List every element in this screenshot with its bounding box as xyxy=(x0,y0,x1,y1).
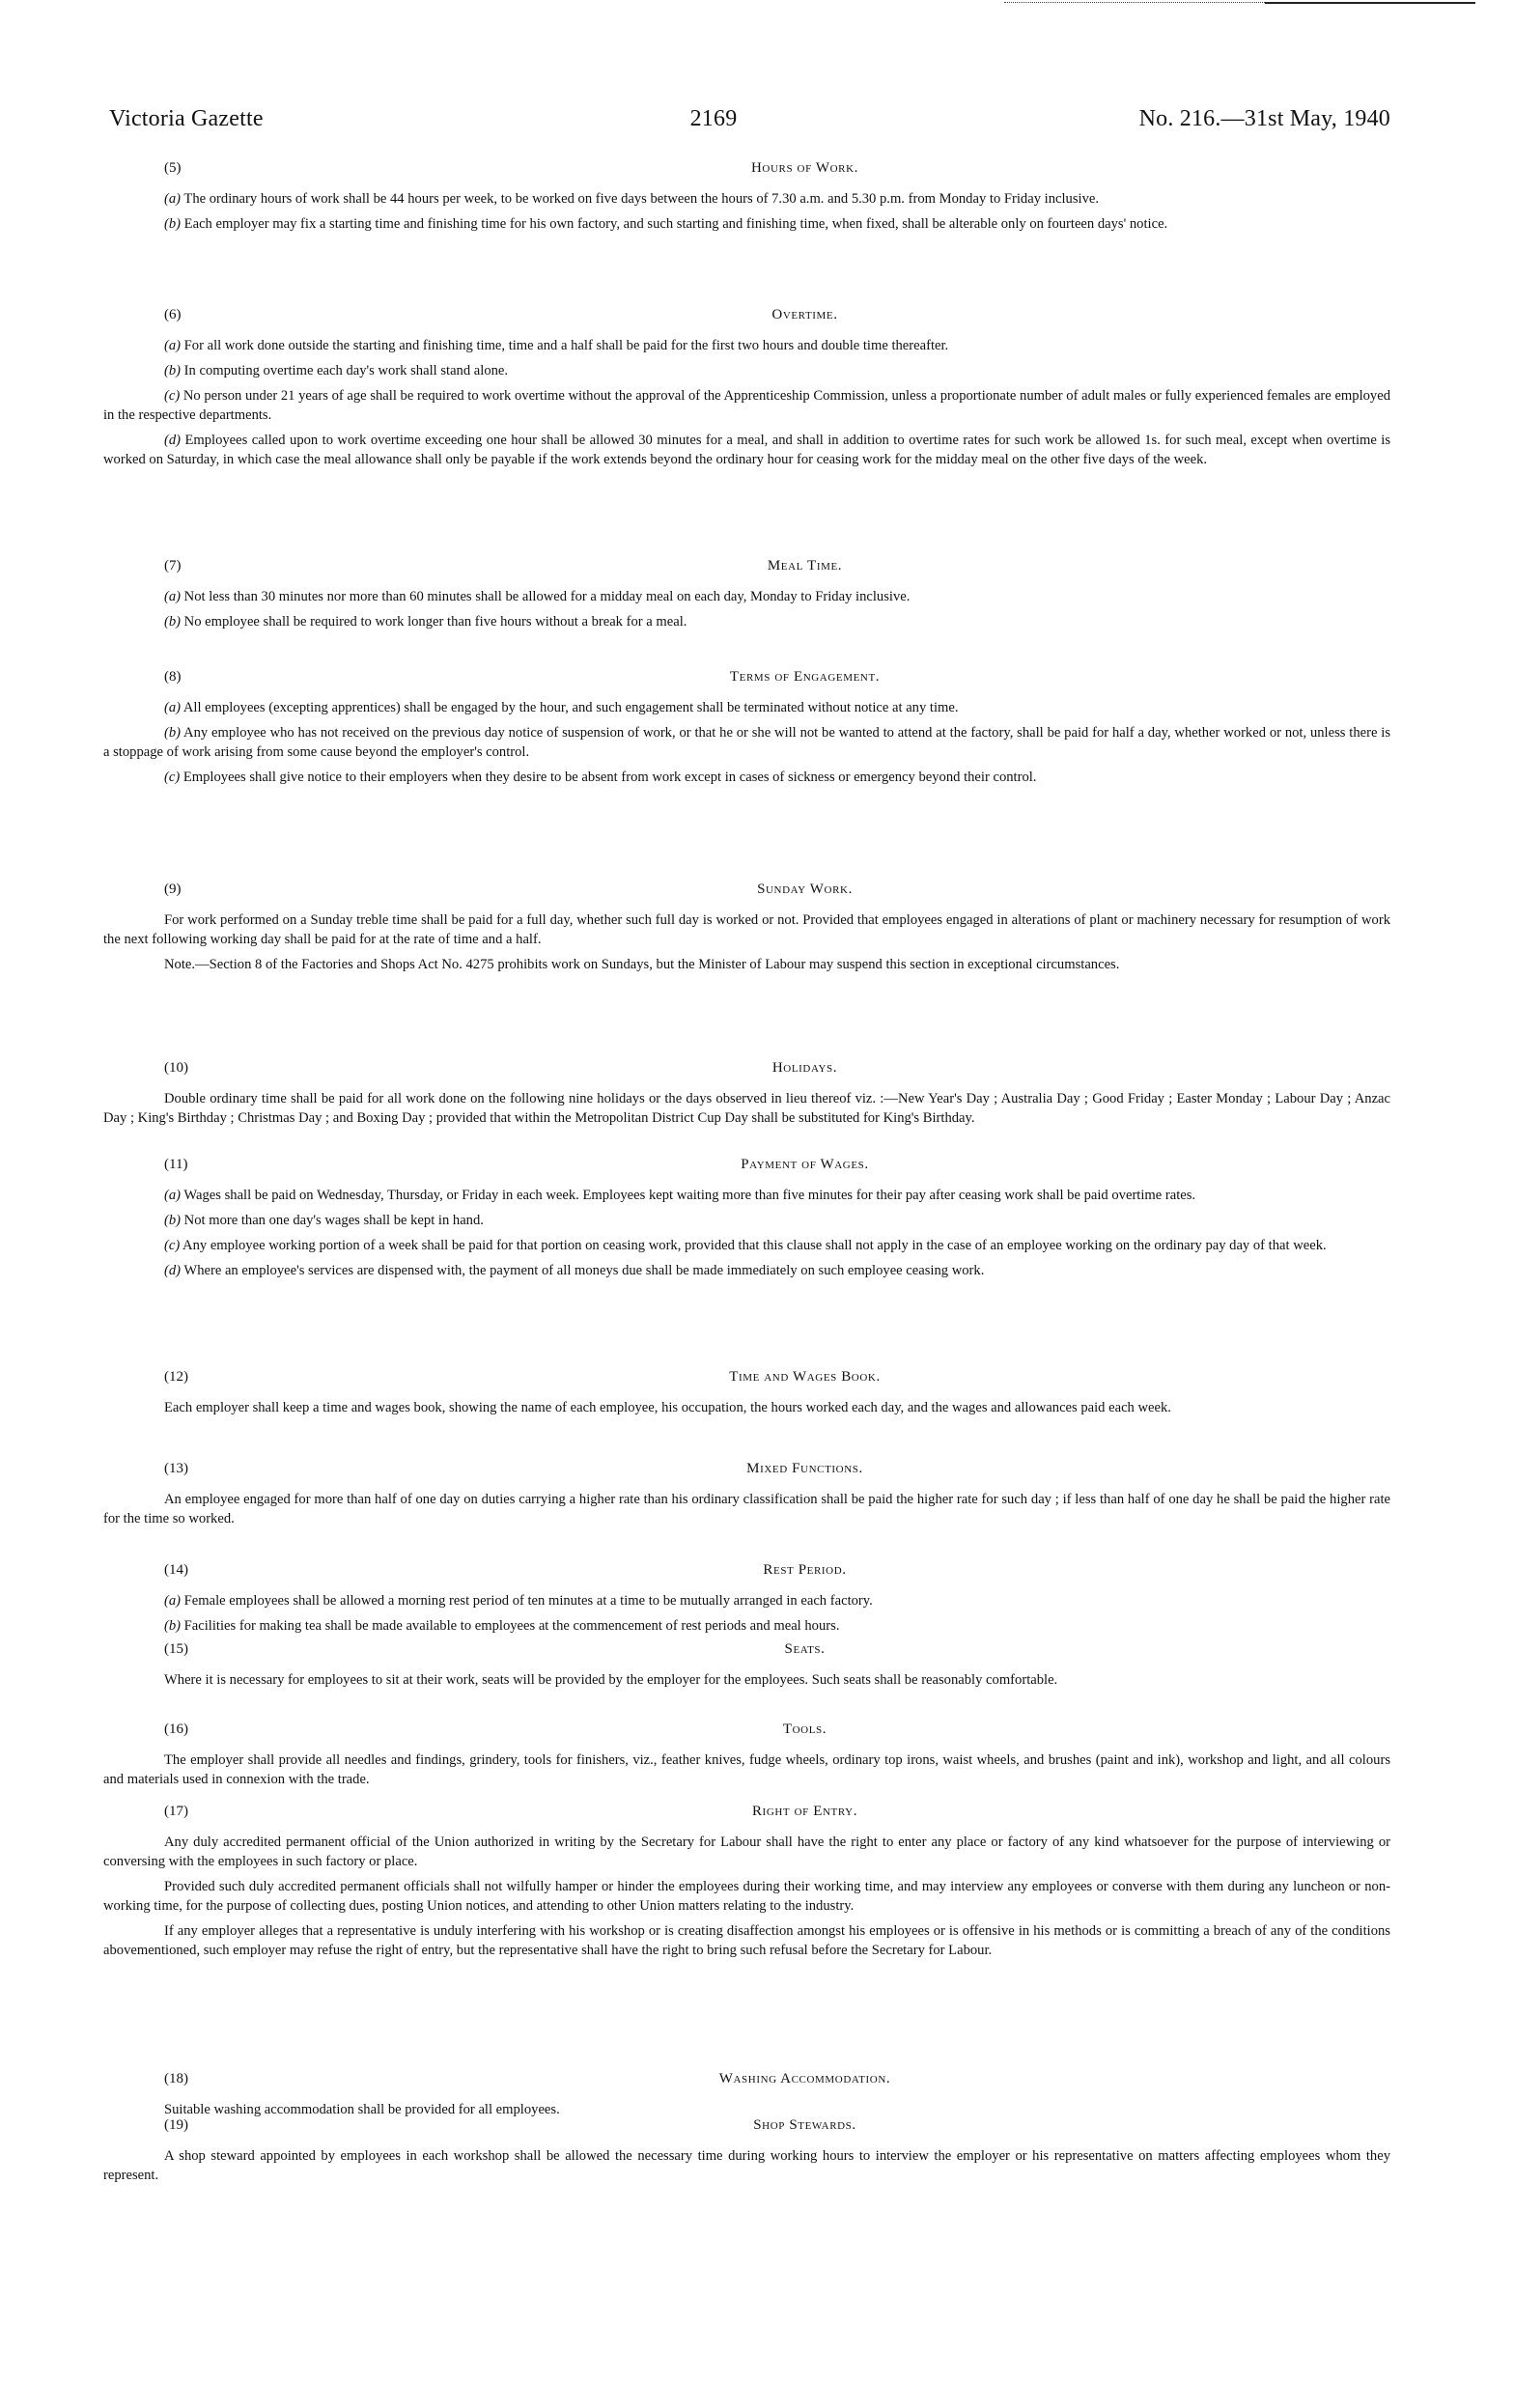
section-number: (17) xyxy=(164,1804,188,1819)
clause-label: (c) xyxy=(164,388,181,404)
clause-text: All employees (excepting apprentices) shall be engaged by the hour, and such engagement shall be terminated without notice at any time. xyxy=(181,700,959,715)
clause-paragraph xyxy=(103,955,1390,974)
clause-label: (b) xyxy=(164,614,182,630)
section-number: (11) xyxy=(164,1157,188,1172)
section-heading xyxy=(103,2071,1390,2094)
publication-title: Victoria Gazette xyxy=(109,106,264,131)
clause-text: Provided such duly accredited permanent officials shall not wilfully hamper or hinder the employees during their working time, and may interview any employees or converse with them during any luncheon or non-working time, for the purpose of collecting dues, posting Union notices, and attending to other Union matters relating to the industry. xyxy=(103,1879,1390,1914)
section-heading xyxy=(103,2117,1390,2141)
section-number: (12) xyxy=(164,1369,188,1385)
section xyxy=(103,1369,1390,1417)
section xyxy=(103,669,1390,787)
clause-text: Not less than 30 minutes nor more than 60 minutes shall be allowed for a midday meal on each day, Monday to Friday inclusive. xyxy=(181,589,911,604)
clause-paragraph xyxy=(103,910,1390,949)
clause-text: Female employees shall be allowed a morning rest period of ten minutes at a time to be mutually arranged in each factory. xyxy=(181,1593,873,1609)
clause-label: (c) xyxy=(164,1238,181,1253)
section xyxy=(103,1641,1390,1690)
section-heading xyxy=(103,160,1390,183)
clause-paragraph xyxy=(103,1211,1390,1230)
section-heading xyxy=(103,307,1390,330)
clause-paragraph xyxy=(103,1186,1390,1205)
clause-paragraph xyxy=(103,723,1390,762)
clause-paragraph xyxy=(103,2100,1390,2119)
section-title: Mixed Functions. xyxy=(746,1461,863,1476)
section xyxy=(103,1562,1390,1636)
clause-text: No employee shall be required to work longer than five hours without a break for a meal. xyxy=(181,614,687,630)
clause-label: (b) xyxy=(164,1618,182,1634)
clause-text: A shop steward appointed by employees in each workshop shall be allowed the necessary time during working hours to interview the employer or his representative on matters affecting employees whom they represent. xyxy=(103,2148,1390,2183)
section-number: (18) xyxy=(164,2071,188,2086)
section-title: Rest Period. xyxy=(763,1562,847,1578)
clause-paragraph xyxy=(103,1921,1390,1960)
clause-label: (a) xyxy=(164,589,182,604)
clause-paragraph xyxy=(103,768,1390,787)
clause-label: (a) xyxy=(164,1188,182,1203)
clause-paragraph xyxy=(103,1490,1390,1528)
clause-label: (b) xyxy=(164,216,182,232)
clause-label: (a) xyxy=(164,191,182,207)
section-title: Payment of Wages. xyxy=(741,1157,869,1172)
clause-paragraph xyxy=(103,698,1390,717)
section-title: Sunday Work. xyxy=(757,882,853,897)
section xyxy=(103,160,1390,234)
clause-paragraph xyxy=(103,336,1390,355)
top-edge-rule xyxy=(1265,2,1475,4)
clause-paragraph xyxy=(103,1398,1390,1417)
section xyxy=(103,1461,1390,1528)
section-number: (16) xyxy=(164,1722,188,1737)
section-heading xyxy=(103,1157,1390,1180)
clause-text: The ordinary hours of work shall be 44 hours per week, to be worked on five days between the hours of 7.30 a.m. and 5.30 p.m. from Monday to Friday inclusive. xyxy=(181,191,1099,207)
clause-text: No person under 21 years of age shall be required to work overtime without the approval of the Apprenticeship Commission, unless a proportionate number of adult males or fully experienced females are employed in the respective departments. xyxy=(103,388,1390,423)
section xyxy=(103,1804,1390,1960)
clause-text: Employees called upon to work overtime exceeding one hour shall be allowed 30 minutes for a meal, and shall in addition to overtime rates for such work be allowed 1s. for such meal, except when overtime is worked on Saturday, in which case the meal allowance shall only be payable if the work extends beyond the ordinary hour for ceasing work for the midday meal on the other five days of the week. xyxy=(103,433,1390,467)
section-title: Holidays. xyxy=(771,1060,838,1076)
clause-text: Any employee who has not received on the previous day notice of suspension of work, or that he or she will not be wanted to attend at the factory, shall be paid for half a day, whether worked or not, unless there is a stoppage of work arising from some cause beyond the employer's control. xyxy=(103,725,1390,760)
clause-paragraph xyxy=(103,386,1390,425)
clause-text: Where it is necessary for employees to sit at their work, seats will be provided by the employer for the employees. Such seats shall be reasonably comfortable. xyxy=(164,1672,1058,1688)
section-title: Overtime. xyxy=(771,307,838,322)
clause-text: Wages shall be paid on Wednesday, Thursday, or Friday in each week. Employees kept waiting more than five minutes for their pay after ceasing work shall be paid overtime rates. xyxy=(181,1188,1196,1203)
section-title: Time and Wages Book. xyxy=(729,1369,881,1385)
clause-paragraph xyxy=(103,2146,1390,2185)
section-heading xyxy=(103,1369,1390,1392)
clause-text: Not more than one day's wages shall be kept in hand. xyxy=(181,1213,484,1228)
clause-paragraph xyxy=(103,214,1390,234)
section-heading xyxy=(103,1804,1390,1827)
clause-text: An employee engaged for more than half of one day on duties carrying a higher rate than his ordinary classification shall be paid the higher rate for such day ; if less than half of one day he shall be paid the higher rate for the time so worked. xyxy=(103,1492,1390,1526)
section-title: Tools. xyxy=(782,1722,827,1737)
section-heading xyxy=(103,882,1390,905)
section xyxy=(103,882,1390,974)
clause-paragraph xyxy=(103,1089,1390,1128)
clause-paragraph xyxy=(103,1833,1390,1871)
clause-label: (c) xyxy=(164,770,181,785)
clause-label: (b) xyxy=(164,363,182,378)
section-title: Meal Time. xyxy=(767,558,843,574)
section-number: (19) xyxy=(164,2117,188,2133)
section-heading xyxy=(103,1060,1390,1083)
clause-text: Where an employee's services are dispensed with, the payment of all moneys due shall be made immediately on such employee ceasing work. xyxy=(181,1263,985,1278)
section-number: (6) xyxy=(164,307,182,322)
top-edge-dotted-rule xyxy=(1004,2,1265,4)
clause-text: Each employer may fix a starting time and finishing time for his own factory, and such starting and finishing time, when fixed, shall be alterable only on fourteen days' notice. xyxy=(181,216,1168,232)
clause-paragraph xyxy=(103,1591,1390,1610)
section-heading xyxy=(103,1641,1390,1665)
clause-paragraph xyxy=(103,361,1390,380)
clause-paragraph xyxy=(103,1670,1390,1690)
section-heading xyxy=(103,669,1390,692)
section-number: (14) xyxy=(164,1562,188,1578)
section xyxy=(103,2071,1390,2119)
section xyxy=(103,307,1390,469)
clause-label: (a) xyxy=(164,700,182,715)
clause-label: (d) xyxy=(164,433,182,448)
clause-label: (b) xyxy=(164,725,182,741)
section-number: (15) xyxy=(164,1641,188,1657)
clause-text: In computing overtime each day's work shall stand alone. xyxy=(181,363,509,378)
section-heading xyxy=(103,1722,1390,1745)
clause-paragraph xyxy=(103,1261,1390,1280)
clause-text: For all work done outside the starting and finishing time, time and a half shall be paid for the first two hours and double time thereafter. xyxy=(181,338,949,353)
section-number: (9) xyxy=(164,882,182,897)
clause-text: Employees shall give notice to their employers when they desire to be absent from work except in cases of sickness or emergency beyond their control. xyxy=(180,770,1037,785)
clause-text: For work performed on a Sunday treble time shall be paid for a full day, whether such full day is worked or not. Provided that employees engaged in alterations of plant or machinery necessary for resumption of work the next following working day shall be paid for at the rate of time and a half. xyxy=(103,912,1390,947)
issue-date: No. 216.—31st May, 1940 xyxy=(1138,106,1390,131)
page-number: 2169 xyxy=(689,106,738,131)
section-title: Shop Stewards. xyxy=(753,2117,856,2133)
section xyxy=(103,1060,1390,1128)
section-number: (13) xyxy=(164,1461,188,1476)
clause-text: Double ordinary time shall be paid for all work done on the following nine holidays or the days observed in lieu thereof viz. :—New Year's Day ; Australia Day ; Good Friday ; Easter Monday ; Labour Day ; Anzac Day ; King's Birthday ; Christmas Day ; and Boxing Day ; provided that within the Metropolitan District Cup Day shall be substituted for King's Birthday. xyxy=(103,1091,1390,1126)
clause-text: Any employee working portion of a week shall be paid for that portion on ceasing work, provided that this clause shall not apply in the case of an employee working on the ordinary pay day of that week. xyxy=(180,1238,1327,1253)
section-heading xyxy=(103,1461,1390,1484)
clause-text: Each employer shall keep a time and wages book, showing the name of each employee, his occupation, the hours worked each day, and the wages and allowances paid each week. xyxy=(164,1400,1171,1415)
section-number: (7) xyxy=(164,558,182,574)
section-title: Right of Entry. xyxy=(751,1804,858,1819)
section xyxy=(103,1157,1390,1280)
clause-paragraph xyxy=(103,1750,1390,1789)
section-title: Terms of Engagement. xyxy=(729,669,881,685)
clause-label: (a) xyxy=(164,1593,182,1609)
clause-paragraph xyxy=(103,1616,1390,1636)
clause-text: Note.—Section 8 of the Factories and Shops Act No. 4275 prohibits work on Sundays, but the Minister of Labour may suspend this section in exceptional circumstances. xyxy=(164,957,1120,972)
clause-text: Any duly accredited permanent official of the Union authorized in writing by the Secretary for Labour shall have the right to enter any place or factory of any kind whatsoever for the purpose of interviewing or conversing with the employees in such factory or place. xyxy=(103,1834,1390,1869)
clause-label: (b) xyxy=(164,1213,182,1228)
clause-paragraph xyxy=(103,612,1390,631)
section xyxy=(103,558,1390,631)
clause-paragraph xyxy=(103,1877,1390,1916)
section-number: (5) xyxy=(164,160,182,176)
section-heading xyxy=(103,558,1390,581)
clause-paragraph xyxy=(103,189,1390,209)
clause-text: Facilities for making tea shall be made available to employees at the commencement of rest periods and meal hours. xyxy=(181,1618,840,1634)
clause-paragraph xyxy=(103,1236,1390,1255)
clause-text: The employer shall provide all needles and findings, grindery, tools for finishers, viz., feather knives, fudge wheels, ordinary top irons, waist wheels, and brushes (paint and ink), workshop and light, and all colours and materials used in connexion with the trade. xyxy=(103,1752,1390,1787)
section-title: Hours of Work. xyxy=(751,160,858,176)
clause-text: If any employer alleges that a representative is unduly interfering with his workshop or is creating disaffection amongst his employees or is offensive in his methods or is committing a breach of any of the conditions abovementioned, such employer may refuse the right of entry, but the representative shall have the right to bring such refusal before the Secretary for Labour. xyxy=(103,1923,1390,1958)
section-title: Seats. xyxy=(784,1641,826,1657)
section-number: (10) xyxy=(164,1060,188,1076)
section-title: Washing Accommodation. xyxy=(718,2071,891,2086)
section-heading xyxy=(103,1562,1390,1585)
clause-paragraph xyxy=(103,431,1390,469)
clause-text: Suitable washing accommodation shall be provided for all employees. xyxy=(164,2102,560,2117)
section-number: (8) xyxy=(164,669,182,685)
section xyxy=(103,2117,1390,2185)
clause-label: (d) xyxy=(164,1263,182,1278)
clause-label: (a) xyxy=(164,338,182,353)
clause-paragraph xyxy=(103,587,1390,606)
section xyxy=(103,1722,1390,1789)
